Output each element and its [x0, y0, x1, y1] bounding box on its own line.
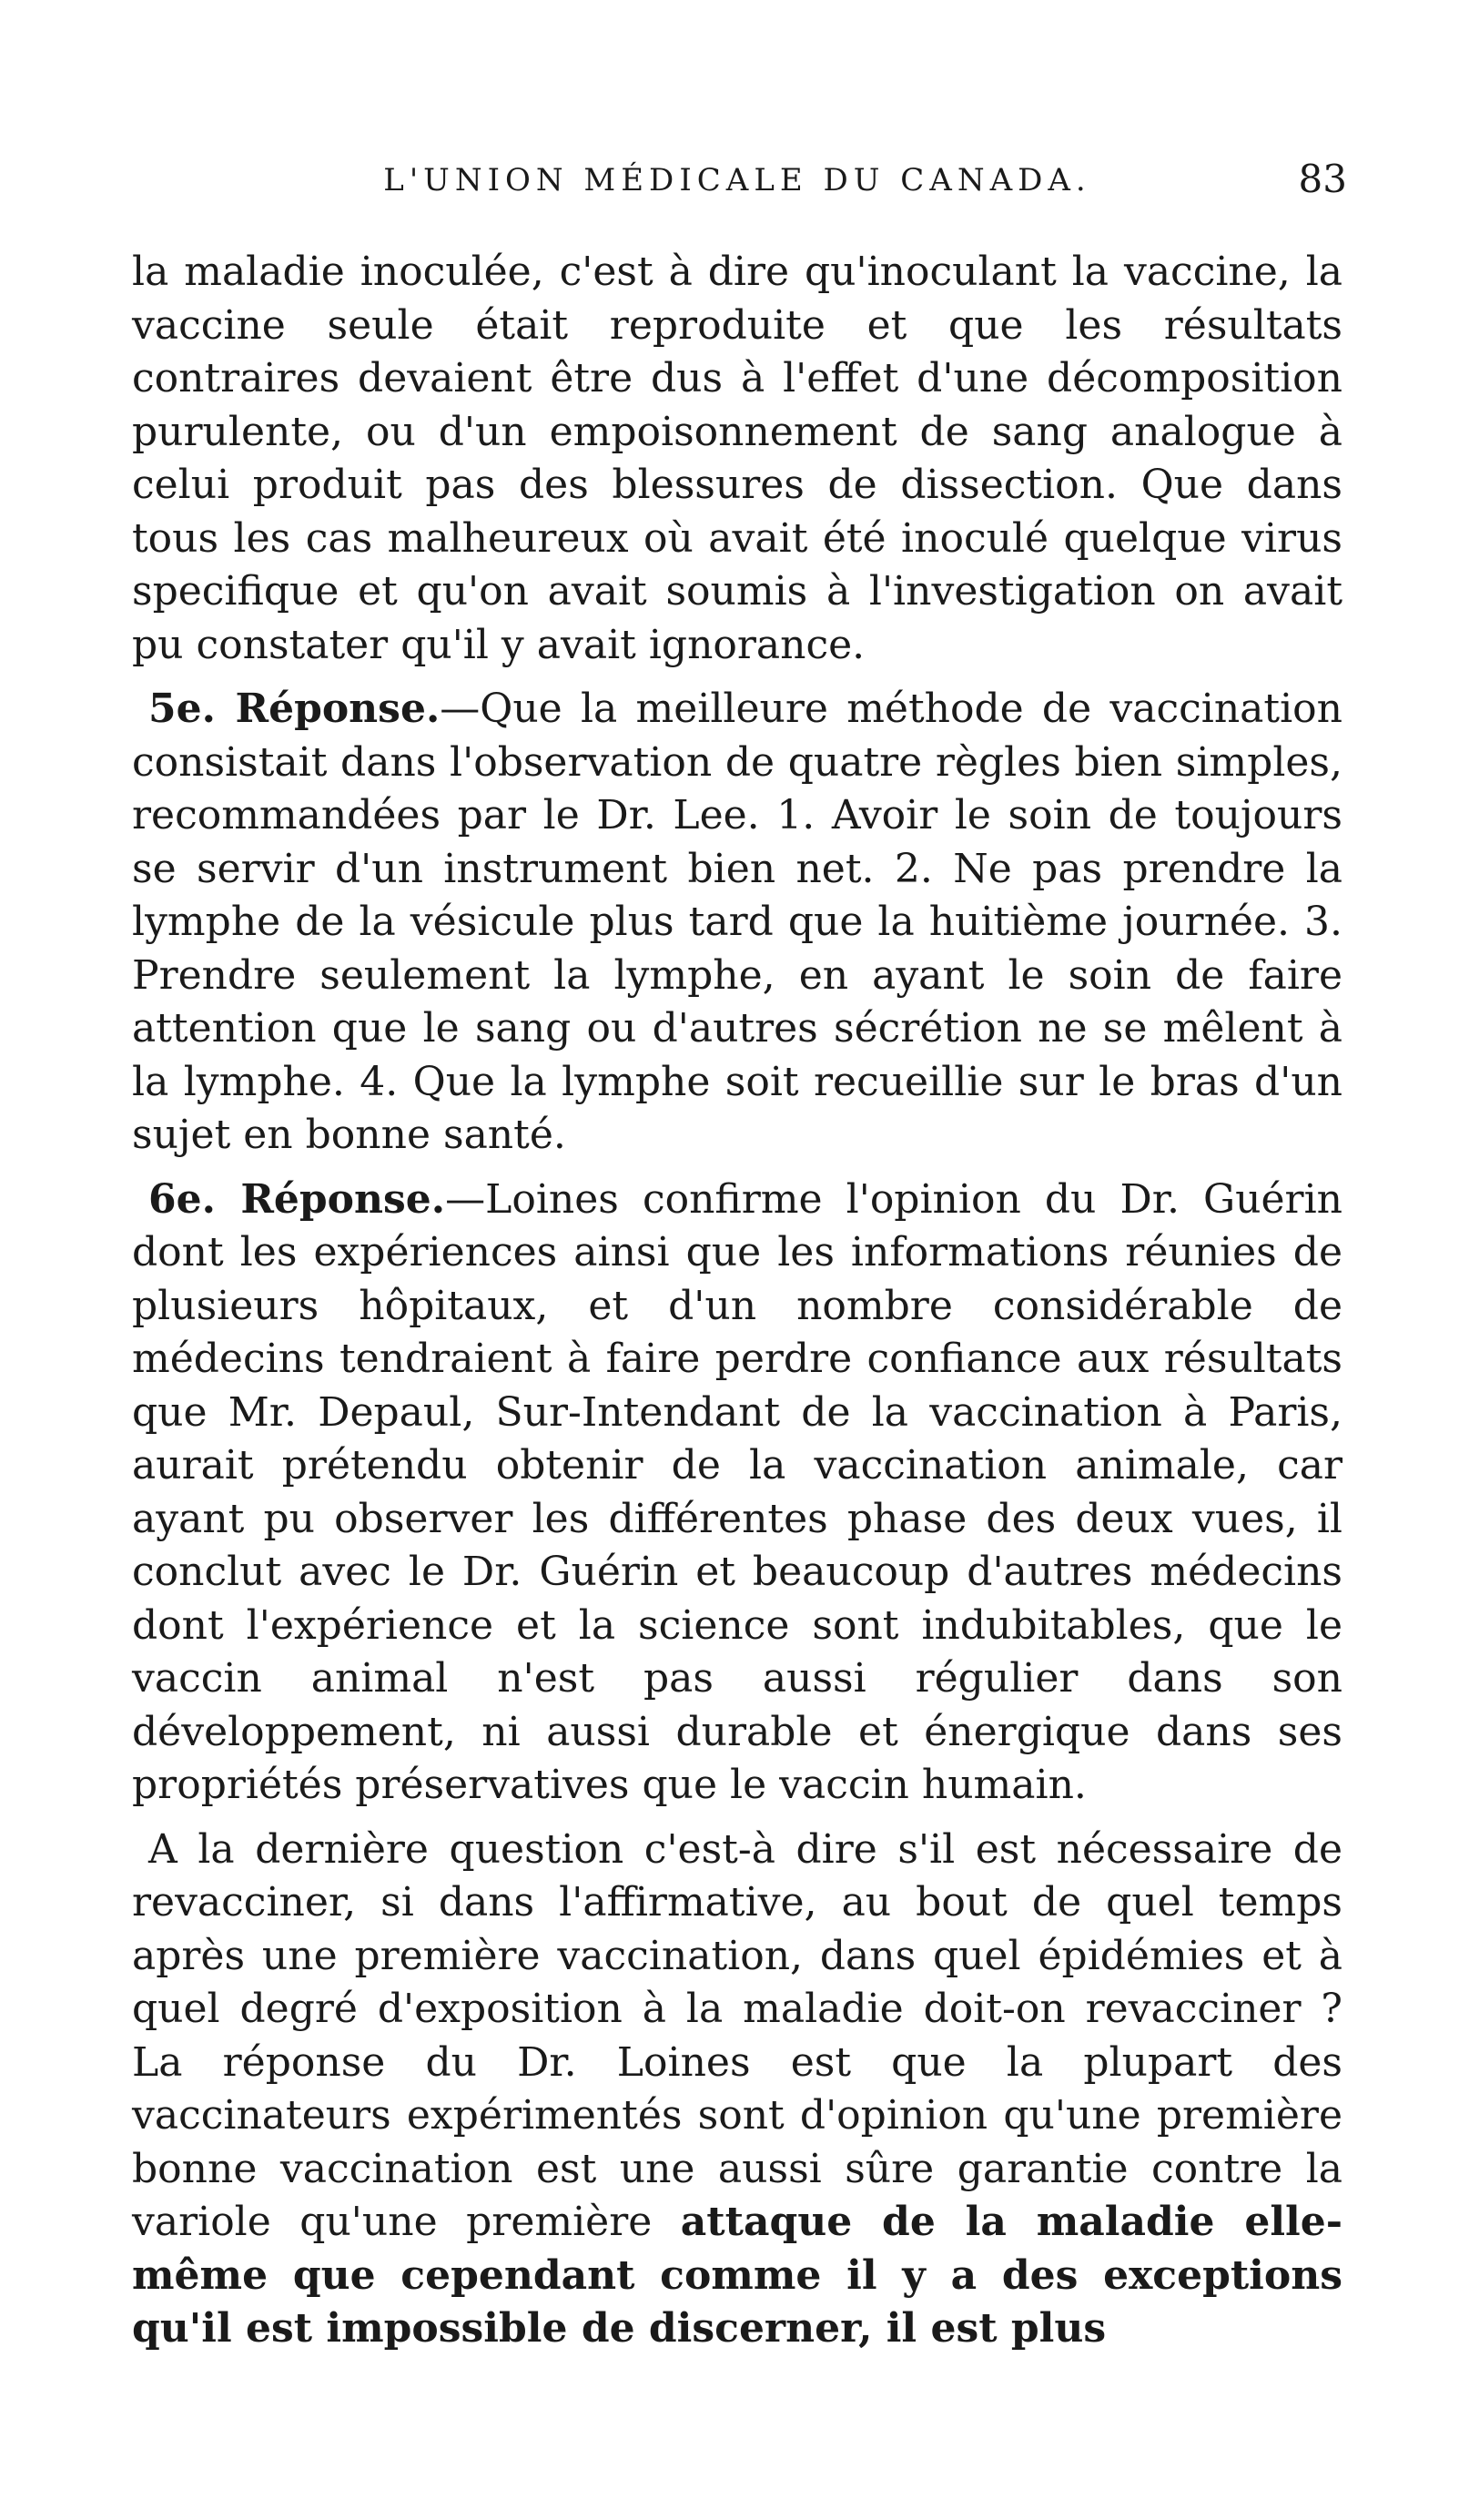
paragraph-reponse-5: [132, 683, 1342, 1163]
paragraph-continuation: [132, 246, 1342, 672]
paragraph-text: —Que la meilleure méthode de vaccination consistait dans l'observation de quatre règles bien simples, recommandées par le Dr. Lee. 1. Avoir le soin de toujours se servir d'un instrument bien net. 2. Ne pas prendre la lymphe de la vésicule plus tard que la huitième journée. 3. Prendre seulement la lymphe, en ayant le soin de faire attention que le sang ou d'autres sécrétion ne se mêlent à la lymphe. 4. Que la lymphe soit recueillie sur le bras d'un sujet en bonne santé.: [132, 686, 1342, 1158]
body-text: [132, 246, 1342, 2367]
paragraph-lead: 6e. Réponse.: [148, 1175, 446, 1223]
paragraph-reponse-6: [132, 1174, 1342, 1813]
running-title: L'UNION MÉDICALE DU CANADA.: [383, 162, 1091, 198]
page-number: 83: [1298, 157, 1347, 201]
paragraph-text: la maladie inoculée, c'est à dire qu'inoculant la vaccine, la vaccine seule était reproduite et que les résultats contraires devaient être dus à l'effet d'une décomposition purulente, ou d'un empoisonnement de sang analogue à celui produit pas des blessures de dissection. Que dans tous les cas malheureux où avait été inoculé quelque virus specifique et qu'on avait soumis à l'investigation on avait pu constater qu'il y avait ignorance.: [132, 249, 1342, 668]
paragraph-final-line: attaque de la maladie elle-même que cependant comme il y a des exceptions qu'il est impossible de discerner, il est plus: [132, 2199, 1342, 2352]
paragraph-text: —Loines confirme l'opinion du Dr. Guérin dont les expériences ainsi que les informations réunies de plusieurs hôpitaux, et d'un nombre considérable de médecins tendraient à faire perdre confiance aux résultats que Mr. Depaul, Sur-Intendant de la vaccination à Paris, aurait prétendu obtenir de la vaccination animale, car ayant pu observer les différentes phase des deux vues, il conclut avec le Dr. Guérin et beaucoup d'autres médecins dont l'expérience et la science sont indubitables, que le vaccin animal n'est pas aussi régulier dans son développement, ni aussi durable et énergique dans ses propriétés préservatives que le vaccin humain.: [132, 1175, 1342, 1808]
running-head: [127, 157, 1347, 208]
paragraph-text: A la dernière question c'est-à dire s'il est nécessaire de revacciner, si dans l'affirmative, au bout de quel temps après une première vaccination, dans quel épidémies et à quel degré d'exposition à la maladie doit-on revacciner ? La réponse du Dr. Loines est que la plupart des vaccinateurs expérimentés sont d'opinion qu'une première bonne vaccination est une aussi sûre garantie contre la variole qu'une première: [132, 1825, 1342, 2245]
paragraph-derniere-question: [132, 1824, 1342, 2356]
paragraph-lead: 5e. Réponse.: [148, 686, 441, 732]
